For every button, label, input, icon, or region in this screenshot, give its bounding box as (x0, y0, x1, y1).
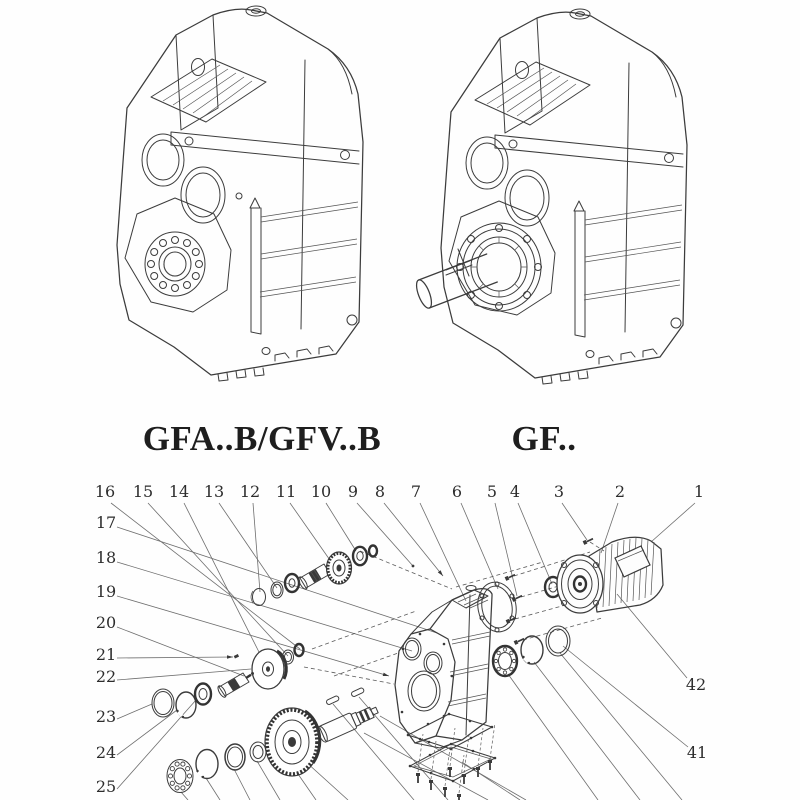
callout-42: 42 (685, 675, 707, 694)
callout-18: 18 (95, 548, 117, 567)
output-shaft (316, 702, 380, 743)
gearbox-right-drawing (413, 9, 687, 384)
motor-drawing (557, 537, 663, 613)
callout-9: 9 (347, 482, 359, 501)
callout-16: 16 (94, 482, 116, 501)
callout-5: 5 (486, 482, 498, 501)
model-label-right: GF.. (511, 419, 577, 458)
callout-41: 41 (686, 743, 708, 762)
bottom-cover-parts (407, 713, 497, 800)
callout-17: 17 (95, 513, 117, 532)
callout-13: 13 (203, 482, 225, 501)
callout-25: 25 (95, 777, 117, 796)
callout-6: 6 (451, 482, 463, 501)
callout-7: 7 (410, 482, 422, 501)
callout-1: 1 (693, 482, 705, 501)
callout-4: 4 (509, 482, 521, 501)
callout-21: 21 (95, 645, 117, 664)
gearbox-left-drawing (117, 6, 363, 381)
output-side-rings (493, 626, 570, 676)
callout-10: 10 (310, 482, 332, 501)
callout-15: 15 (132, 482, 154, 501)
callout-11: 11 (275, 482, 297, 501)
callout-23: 23 (95, 707, 117, 726)
callout-numbers (95, 482, 707, 796)
callout-20: 20 (95, 613, 117, 632)
exploded-view (95, 482, 707, 800)
bearing-balls (148, 237, 203, 292)
input-shaft-parts (251, 546, 377, 606)
callout-12: 12 (239, 482, 261, 501)
callout-24: 24 (95, 743, 117, 762)
model-label-left: GFA..B/GFV..B (142, 419, 382, 458)
callout-14: 14 (168, 482, 190, 501)
callout-3: 3 (553, 482, 565, 501)
callout-19: 19 (95, 582, 117, 601)
housing-drawing (395, 586, 492, 749)
callout-2: 2 (614, 482, 626, 501)
second-stage-parts (152, 644, 304, 718)
callout-8: 8 (374, 482, 386, 501)
bearing-spokes (471, 237, 527, 297)
output-bearing-balls (168, 762, 191, 790)
callout-22: 22 (95, 667, 117, 686)
